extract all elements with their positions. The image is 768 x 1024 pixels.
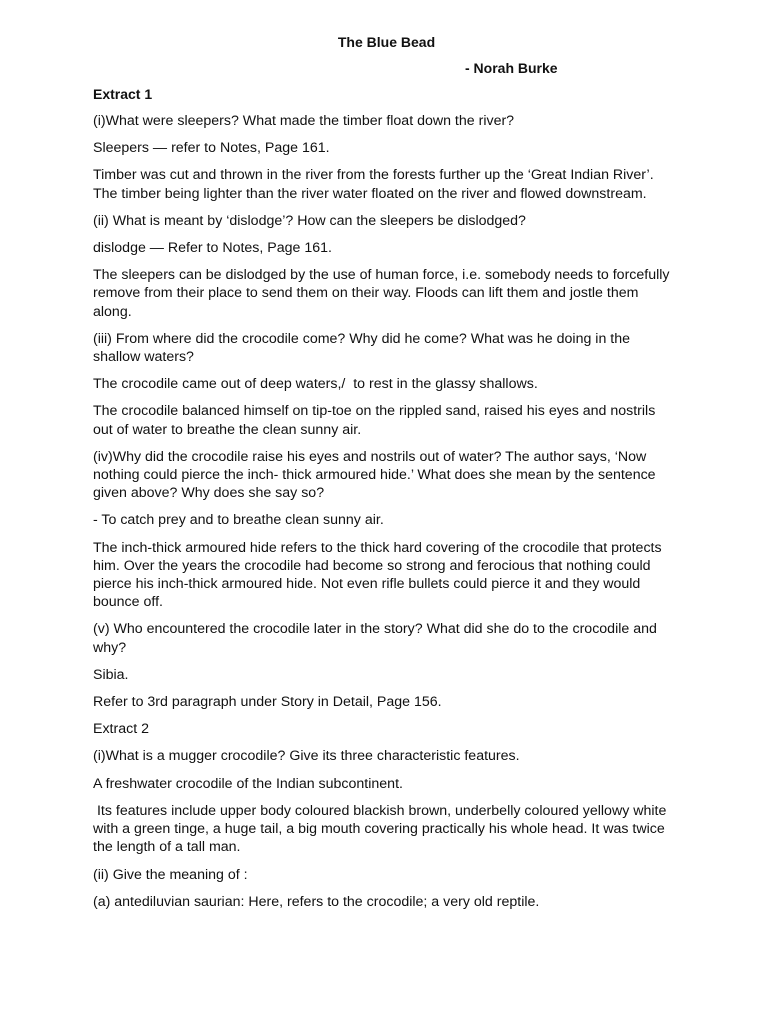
question-1-ii: (ii) What is meant by ‘dislodge’? How can the sleepers be dislodged? <box>93 212 526 229</box>
answer-paragraph: The sleepers can be dislodged by the use of human force, i.e. somebody needs to forcefully remove from their place to send them on their way. Floods can lift them and jostle them along. <box>93 267 674 320</box>
question-2-ii: (ii) Give the meaning of : <box>93 866 248 883</box>
document-title: The Blue Bead <box>337 34 436 50</box>
answer-paragraph: (a) antediluvian saurian: Here, refers to the crocodile; a very old reptile. <box>93 893 540 910</box>
answer-paragraph: Refer to 3rd paragraph under Story in Detail, Page 156. <box>93 694 442 711</box>
answer-paragraph: Its features include upper body coloured blackish brown, underbelly coloured yellowy white with a green tinge, a huge tail, a big mouth covering practically his whole head. It was twice the length of a tall man. <box>93 802 671 856</box>
answer-paragraph: - To catch prey and to breathe clean sunny air. <box>93 512 384 529</box>
question-2-i: (i)What is a mugger crocodile? Give its three characteristic features. <box>93 748 520 765</box>
section-heading-extract-2: Extract 2 <box>93 721 149 738</box>
answer-paragraph: The crocodile balanced himself on tip-toe on the rippled sand, raised his eyes and nostrils out of water to breathe the clean sunny air. <box>93 403 660 438</box>
answer-paragraph: dislodge — Refer to Notes, Page 161. <box>93 240 332 257</box>
question-1-iv: (iv)Why did the crocodile raise his eyes and nostrils out of water? The author says, ‘Now nothing could pierce the inch- thick armoured hide.’ What does she mean by the sentence given above? Why does she say so? <box>93 448 660 502</box>
answer-paragraph: Timber was cut and thrown in the river from the forests further up the ‘Great Indian River’. The timber being lighter than the river water floated on the river and flowed downstream. <box>93 167 658 202</box>
answer-paragraph: The crocodile came out of deep waters,/ to rest in the glassy shallows. <box>93 376 538 393</box>
section-heading-extract-1: Extract 1 <box>93 86 153 102</box>
answer-paragraph: A freshwater crocodile of the Indian subcontinent. <box>93 775 403 792</box>
answer-paragraph: The inch-thick armoured hide refers to the thick hard covering of the crocodile that protects him. Over the years the crocodile had become so strong and ferocious that nothing could pierce his inch-thick armoured hide. Not even rifle bullets could pierce it and they would bounce off. <box>93 539 666 611</box>
document-author: - Norah Burke <box>465 60 558 76</box>
answer-paragraph: Sleepers — refer to Notes, Page 161. <box>93 140 330 157</box>
question-1-iii: (iii) From where did the crocodile come? Why did he come? What was he doing in the shallow waters? <box>93 330 634 366</box>
question-1-v: (v) Who encountered the crocodile later in the story? What did she do to the crocodile and why? <box>93 621 661 656</box>
answer-paragraph: Sibia. <box>93 666 129 683</box>
question-1-i: (i)What were sleepers? What made the timber float down the river? <box>93 113 515 129</box>
